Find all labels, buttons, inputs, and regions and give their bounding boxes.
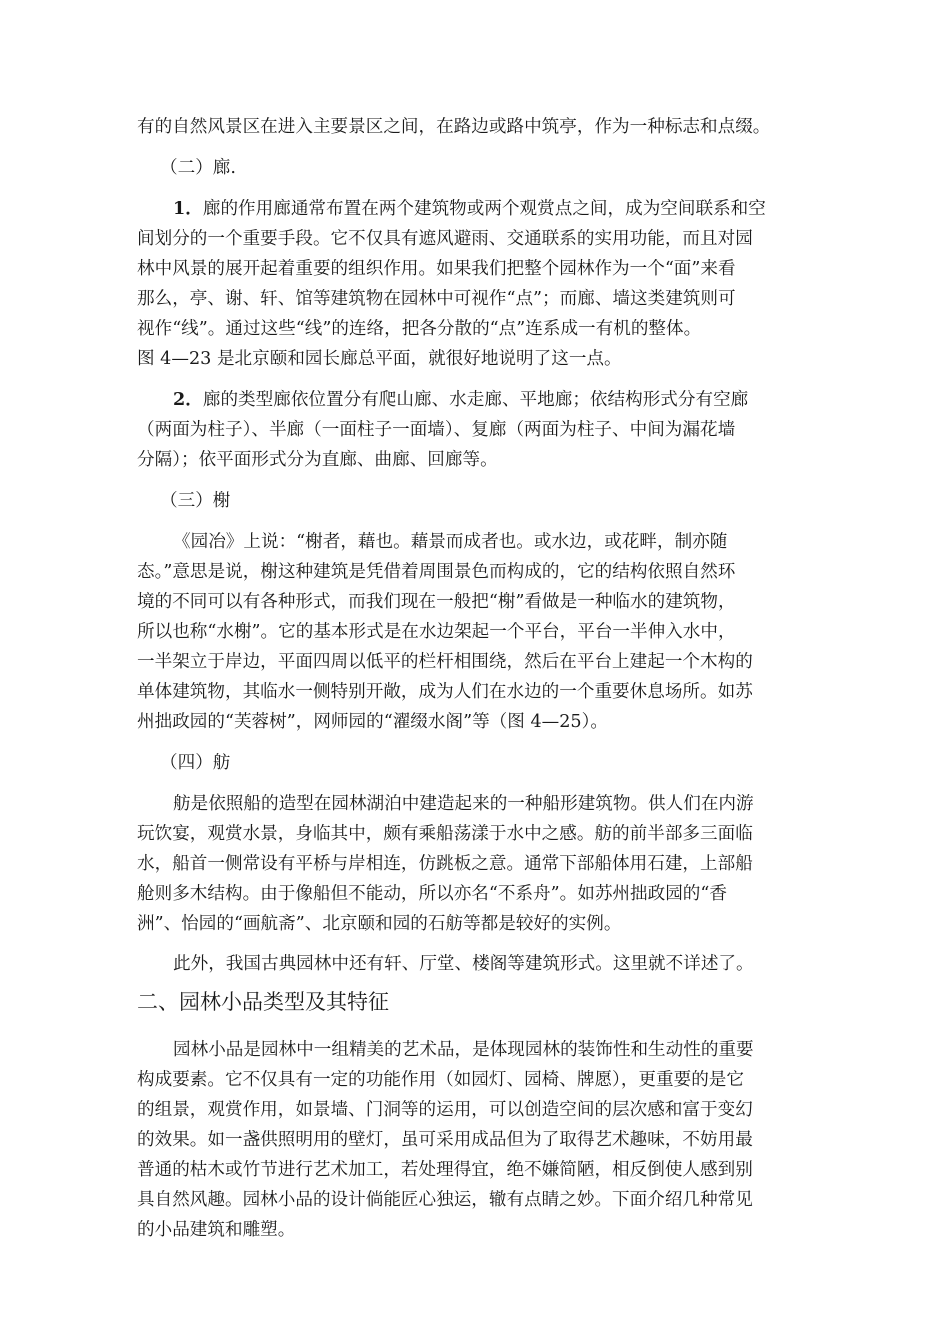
section-heading-lang: （二）廊. bbox=[160, 158, 236, 178]
paragraph-fang-line: 舫是依照船的造型在园林湖泊中建造起来的一种船形建筑物。供人们在内游 bbox=[173, 794, 754, 814]
paragraph-xie-line: 一半架立于岸边，平面四周以低平的栏杆相围绕，然后在平台上建起一个木构的 bbox=[137, 652, 753, 672]
paragraph-fang-line: 水，船首一侧常设有平桥与岸相连，仿跳板之意。通常下部船体用石建，上部船 bbox=[137, 854, 753, 874]
paragraph-lang-function-line: 那么，亭、谢、轩、馆等建筑物在园林中可视作“点”；而廊、墙这类建筑则可 bbox=[137, 289, 736, 309]
section-heading-xie: （三）榭 bbox=[160, 491, 231, 511]
paragraph-xie-line: 所以也称“水榭”。它的基本形式是在水边架起一个平台，平台一半伸入水中， bbox=[137, 622, 736, 642]
paragraph-lang-function-line: 1．廊的作用廊通常布置在两个建筑物或两个观赏点之间，成为空间联系和空 bbox=[173, 198, 766, 219]
paragraph-xiaopin-line: 的组景，观赏作用，如景墙、门洞等的运用，可以创造空间的层次感和富于变幻 bbox=[137, 1100, 753, 1120]
paragraph-lang-types-line: 2．廊的类型廊依位置分有爬山廊、水走廊、平地廊；依结构形式分有空廊 bbox=[173, 389, 749, 410]
paragraph-xiaopin-line: 的小品建筑和雕塑。 bbox=[137, 1220, 296, 1240]
paragraph-fang-line: 洲”、怡园的“画航斋”、北京颐和园的石舫等都是较好的实例。 bbox=[137, 914, 622, 934]
paragraph-xie-line: 态。”意思是说，榭这种建筑是凭借着周围景色而构成的，它的结构依照自然环 bbox=[137, 562, 736, 582]
paragraph-lang-types-line: 分隔）；依平面形式分为直廊、曲廊、回廊等。 bbox=[137, 450, 498, 470]
paragraph-xiaopin-line: 具自然风趣。园林小品的设计倘能匠心独运，辙有点睛之妙。下面介绍几种常见 bbox=[137, 1190, 753, 1210]
paragraph-lang-function-line: 间划分的一个重要手段。它不仅具有遮风避雨、交通联系的实用功能，而且对园 bbox=[137, 229, 753, 249]
chapter-heading-xiaopin: 二、园林小品类型及其特征 bbox=[137, 990, 389, 1014]
paragraph-lang-function-line: 视作“线”。通过这些“线”的连络，把各分散的“点”连系成一有机的整体。 bbox=[137, 319, 702, 339]
paragraph-xie-line: 单体建筑物，其临水一侧特别开敞，成为人们在水边的一个重要休息场所。如苏 bbox=[137, 682, 753, 702]
paragraph-lang-function-line: 图 4—23 是北京颐和园长廊总平面，就很好地说明了这一点。 bbox=[137, 349, 622, 369]
paragraph-lang-function-line: 林中风景的展开起着重要的组织作用。如果我们把整个园林作为一个“面”来看 bbox=[137, 259, 736, 279]
paragraph-xie-line: 境的不同可以有各种形式，而我们现在一般把“榭”看做是一种临水的建筑物， bbox=[137, 592, 736, 612]
paragraph-xiaopin-line: 构成要素。它不仅具有一定的功能作用（如园灯、园椅、牌愿），更重要的是它 bbox=[137, 1070, 744, 1090]
paragraph-xie-line: 州拙政园的“芙蓉树”，网师园的“濯缀水阁”等（图 4—25）。 bbox=[137, 712, 609, 732]
section-heading-fang: （四）舫 bbox=[160, 753, 231, 773]
paragraph-ting-end: 有的自然风景区在进入主要景区之间，在路边或路中筑亭，作为一种标志和点缀。 bbox=[137, 117, 771, 137]
paragraph-other-buildings: 此外，我国古典园林中还有轩、厅堂、楼阁等建筑形式。这里就不详述了。 bbox=[173, 954, 754, 974]
item-number: 2． bbox=[173, 389, 203, 410]
paragraph-xie-line: 《园冶》上说：“榭者，藉也。藉景而成者也。或水边，或花畔，制亦随 bbox=[173, 532, 728, 552]
paragraph-fang-line: 舱则多木结构。由于像船但不能动，所以亦名“不系舟”。如苏州拙政园的“香 bbox=[137, 884, 727, 904]
paragraph-xiaopin-line: 的效果。如一盏供照明用的壁灯，虽可采用成品但为了取得艺术趣味，不妨用最 bbox=[137, 1130, 753, 1150]
paragraph-xiaopin-line: 园林小品是园林中一组精美的艺术品，是体现园林的装饰性和生动性的重要 bbox=[173, 1040, 754, 1060]
paragraph-xiaopin-line: 普通的枯木或竹节进行艺术加工，若处理得宜，绝不嫌简陋，相反倒使人感到别 bbox=[137, 1160, 753, 1180]
item-number: 1． bbox=[173, 198, 203, 219]
paragraph-lang-types-line: （两面为柱子）、半廊（一面柱子一面墙）、复廊（两面为柱子、中间为漏花墙 bbox=[137, 420, 736, 440]
paragraph-fang-line: 玩饮宴，观赏水景，身临其中，颇有乘船荡漾于水中之感。舫的前半部多三面临 bbox=[137, 824, 753, 844]
